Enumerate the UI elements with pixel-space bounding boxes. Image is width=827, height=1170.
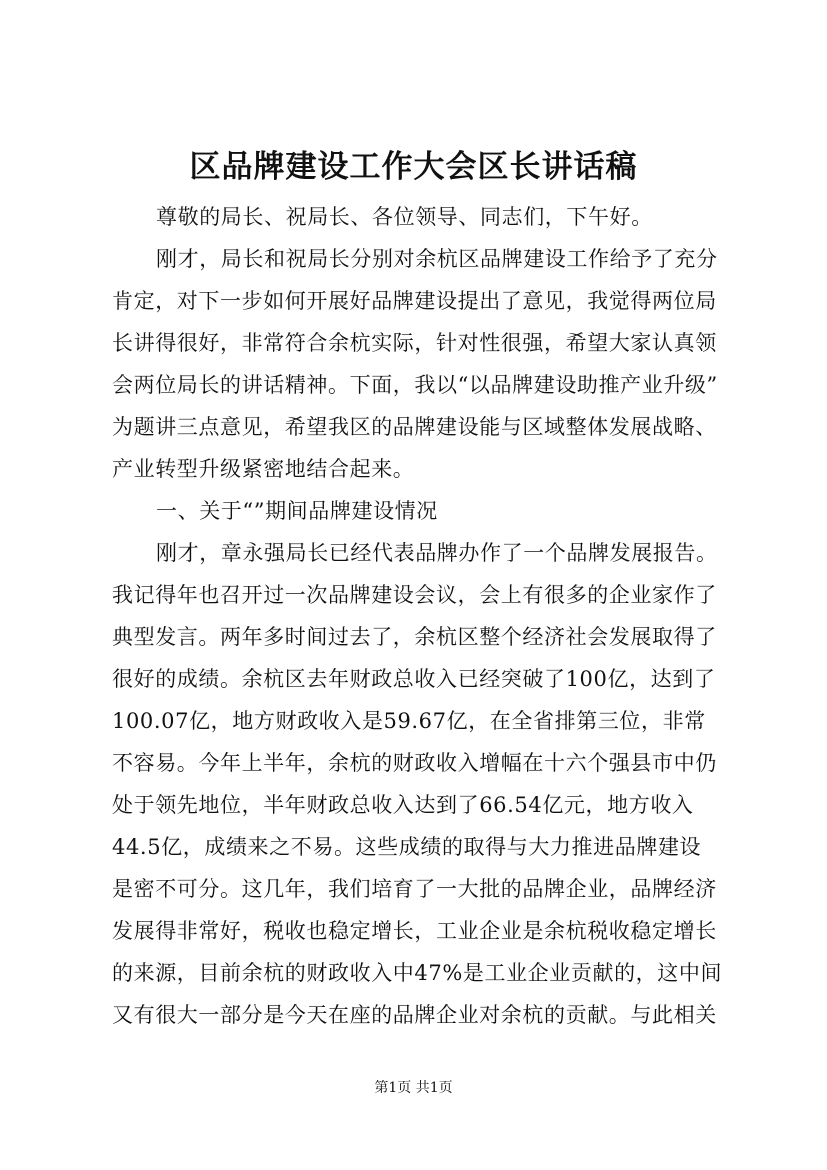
paragraph-line: 典型发言。两年多时间过去了，余杭区整个经济社会发展取得了 xyxy=(112,625,717,649)
paragraph-line: 刚才，局长和祝局长分别对余杭区品牌建设工作给予了充分 xyxy=(156,247,718,271)
paragraph-line: 尊敬的局长、祝局长、各位领导、同志们，下午好。 xyxy=(156,205,653,229)
paragraph-line: 刚才，章永强局长已经代表品牌办作了一个品牌发展报告。 xyxy=(156,541,718,565)
paragraph-line: 会两位局长的讲话精神。下面，我以“以品牌建设助推产业升级” xyxy=(112,373,718,397)
page-number-footer: 第1页 共1页 xyxy=(374,1080,453,1096)
paragraph-line: 100.07亿，地方财政收入是59.67亿，在全省排第三位，非常 xyxy=(112,709,706,733)
paragraph-line: 为题讲三点意见，希望我区的品牌建设能与区域整体发展战略、 xyxy=(112,415,717,439)
paragraph-line: 又有很大一部分是今天在座的品牌企业对余杭的贡献。与此相关 xyxy=(112,1003,717,1027)
paragraph-line: 的来源，目前余杭的财政收入中47%是工业企业贡献的，这中间 xyxy=(112,961,723,985)
paragraph-line: 发展得非常好，税收也稳定增长，工业企业是余杭税收稳定增长 xyxy=(112,919,717,943)
paragraph-line: 44.5亿，成绩来之不易。这些成绩的取得与大力推进品牌建设 xyxy=(112,835,702,859)
document-body xyxy=(112,196,730,1036)
paragraph-line: 处于领先地位，半年财政总收入达到了66.54亿元，地方收入 xyxy=(112,793,694,817)
paragraph-line: 长讲得很好，非常符合余杭实际，针对性很强，希望大家认真领 xyxy=(112,331,717,355)
section-heading: 一、关于“”期间品牌建设情况 xyxy=(156,499,438,523)
paragraph-line: 我记得年也召开过一次品牌建设会议，会上有很多的企业家作了 xyxy=(112,583,717,607)
paragraph-line: 不容易。今年上半年，余杭的财政收入增幅在十六个强县市中仍 xyxy=(112,751,717,775)
paragraph-line: 产业转型升级紧密地结合起来。 xyxy=(112,457,415,481)
paragraph-line: 是密不可分。这几年，我们培育了一大批的品牌企业，品牌经济 xyxy=(112,877,717,901)
document-title: 区品牌建设工作大会区长讲话稿 xyxy=(189,149,638,185)
paragraph-line: 很好的成绩。余杭区去年财政总收入已经突破了100亿，达到了 xyxy=(112,667,716,691)
paragraph-line: 肯定，对下一步如何开展好品牌建设提出了意见，我觉得两位局 xyxy=(112,289,717,313)
